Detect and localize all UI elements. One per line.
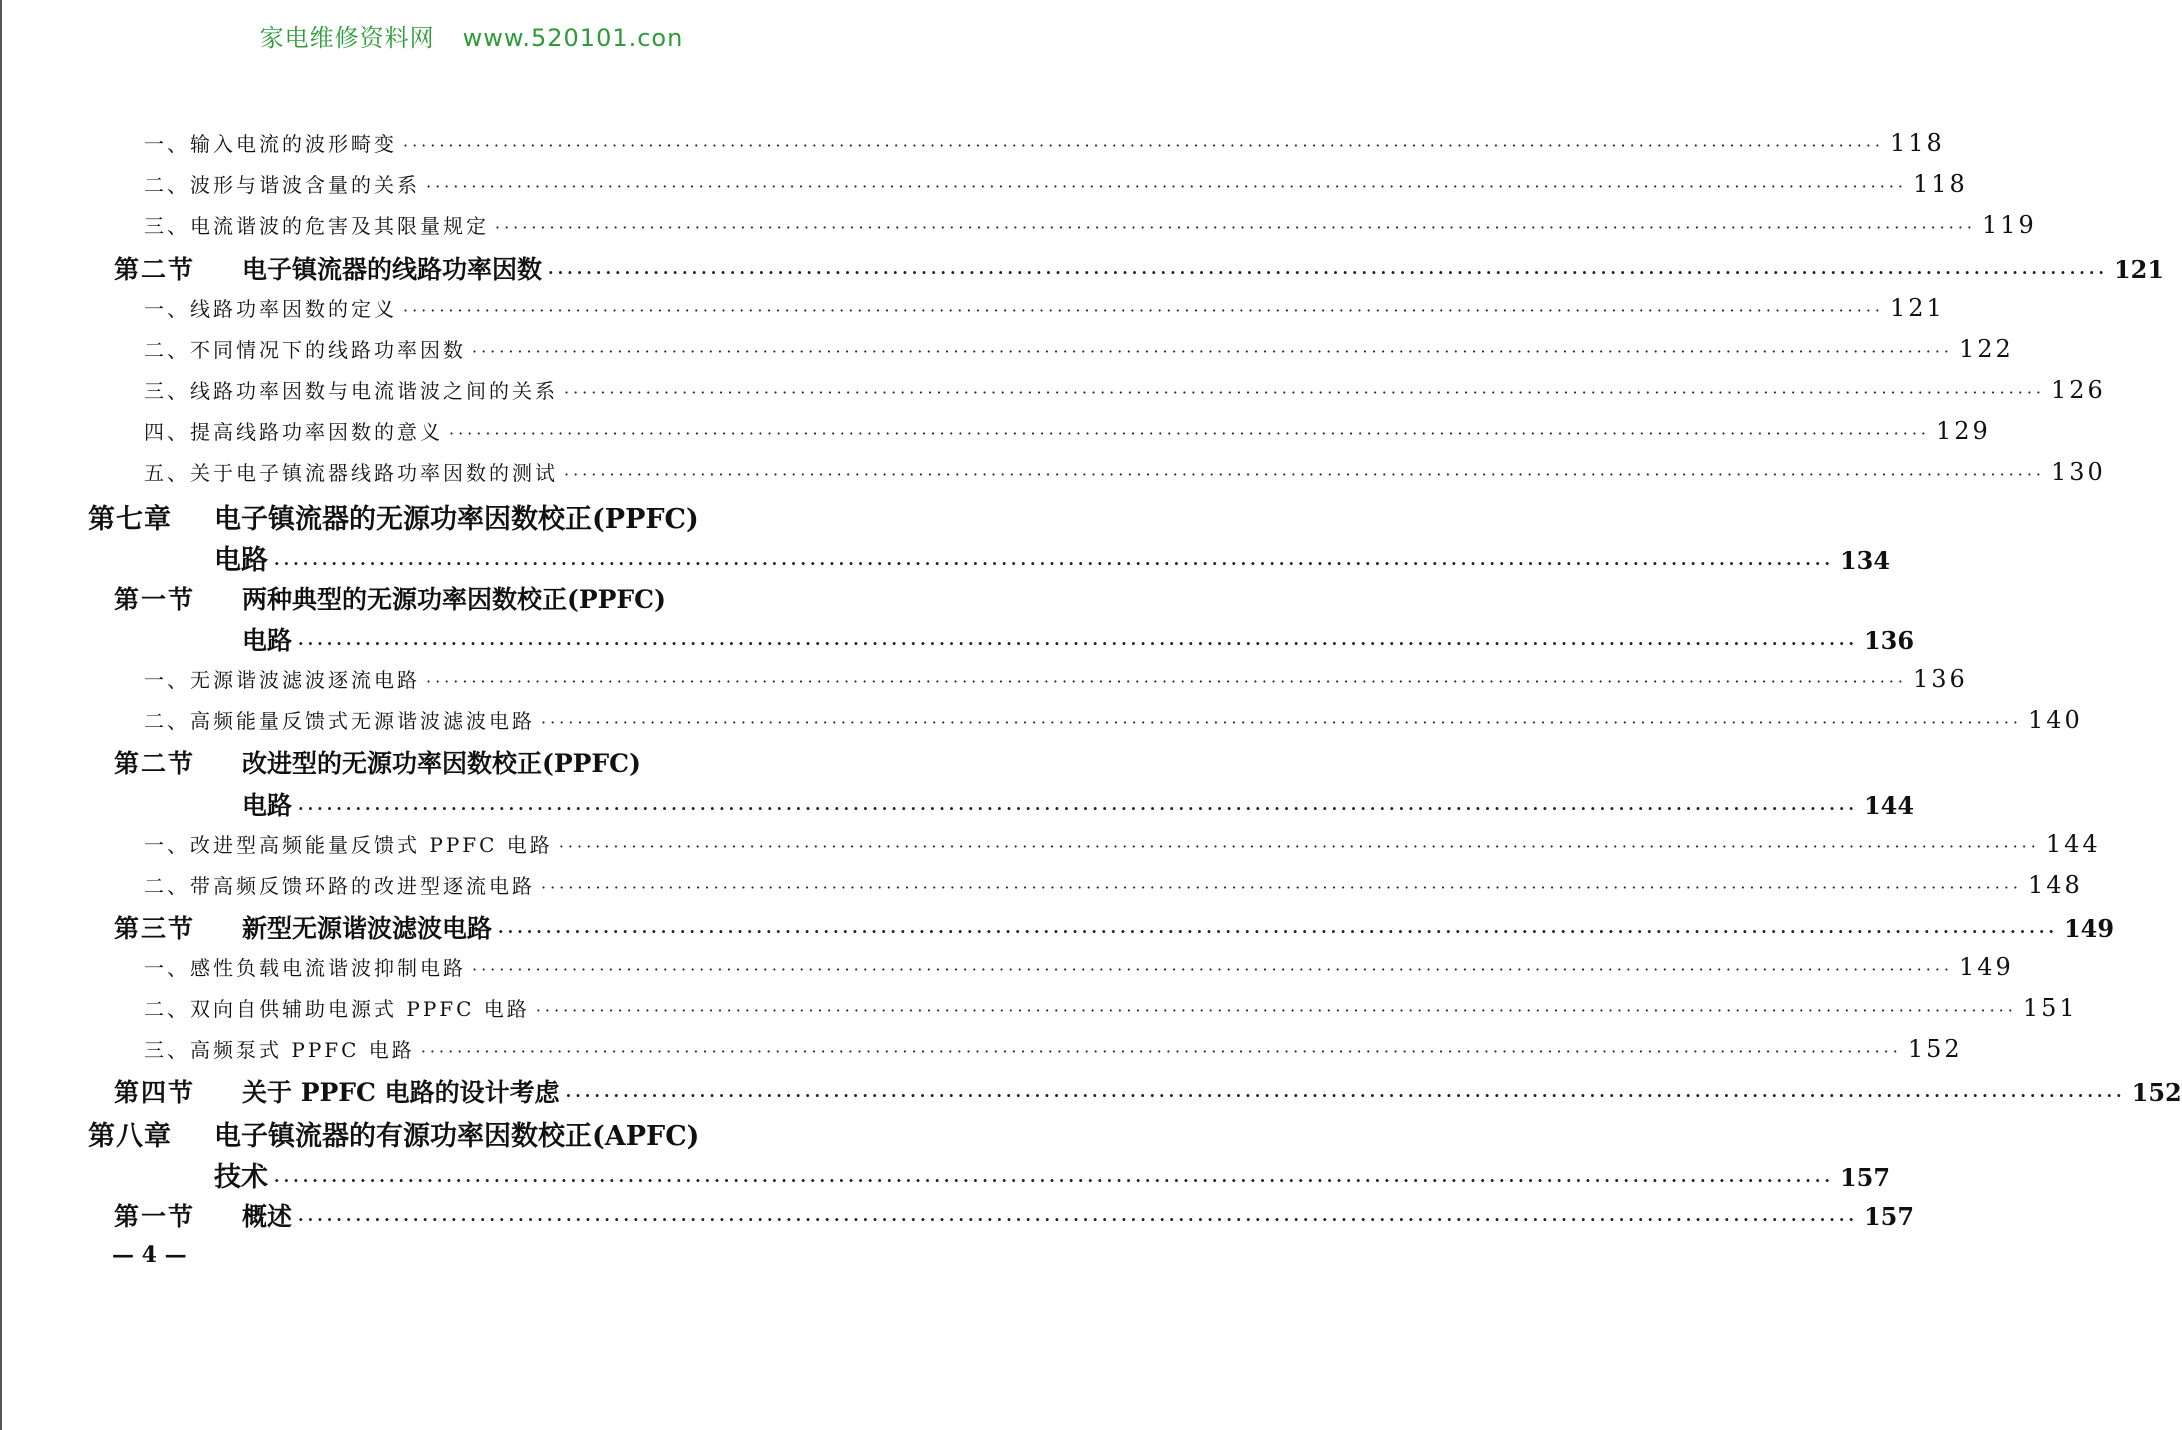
toc-item-page: 140: [2028, 706, 2083, 734]
leader-dots: [541, 713, 2022, 732]
section-number: 第二节: [114, 749, 196, 778]
watermark-site-name: 家电维修资料网: [259, 24, 435, 52]
toc-item: [144, 1034, 1963, 1068]
toc-item: [144, 375, 2106, 409]
section-title: 新型无源谐波滤波电路: [242, 914, 493, 943]
toc-chapter: [88, 1114, 828, 1154]
toc-section: [114, 1197, 1915, 1235]
chapter-title: 电子镇流器的无源功率因数校正(PPFC): [214, 504, 699, 535]
leader-dots: [403, 301, 1884, 320]
section-title-continued: 电路: [242, 626, 293, 655]
toc-section: [114, 1073, 2182, 1111]
toc-section-page: 152: [2131, 1078, 2182, 1107]
toc-item-page: 121: [1890, 294, 1945, 322]
toc-section-page: 149: [2063, 914, 2115, 943]
section-number: 第一节: [114, 585, 196, 614]
toc-item-page: 152: [1907, 1035, 1963, 1063]
toc-item-label: 一、感性负载电流谐波抑制电路: [144, 956, 466, 980]
leader-dots: [566, 1086, 2126, 1105]
toc-item-label: 三、线路功率因数与电流谐波之间的关系: [144, 379, 558, 403]
chapter-number: 第八章: [88, 1121, 172, 1152]
section-title: 关于 PPFC 电路的设计考虑: [242, 1078, 560, 1107]
toc-section: [114, 909, 2115, 947]
section-title: 两种典型的无源功率因数校正(PPFC): [242, 585, 666, 614]
toc-chapter-page: 157: [1839, 1163, 1891, 1192]
chapter-number: 第七章: [88, 504, 172, 535]
toc-item-page: 118: [1913, 170, 1968, 198]
chapter-title-continued: 技术: [214, 1162, 268, 1193]
leader-dots: [298, 634, 1858, 653]
leader-dots: [421, 1042, 1902, 1061]
toc-item-label: 二、带高频反馈环路的改进型逐流电路: [144, 874, 535, 898]
toc-item-page: 151: [2022, 994, 2078, 1022]
leader-dots: [564, 383, 2045, 402]
toc-item: [144, 457, 2106, 491]
toc-chapter: [88, 497, 828, 537]
toc-chapter-continuation: [214, 1155, 1891, 1195]
leader-dots: [495, 218, 1976, 237]
section-number: 第一节: [114, 1202, 196, 1231]
toc-item: [144, 952, 2014, 986]
section-number: 第四节: [114, 1078, 196, 1107]
toc-chapter-page: 134: [1839, 546, 1891, 575]
toc-item-label: 二、不同情况下的线路功率因数: [144, 338, 466, 362]
toc-item-page: 136: [1913, 665, 1968, 693]
toc-item: [144, 664, 1968, 698]
toc-item: [144, 416, 1991, 450]
toc-item-page: 126: [2051, 376, 2106, 404]
toc-item: [144, 993, 2078, 1027]
toc-item: [144, 169, 1968, 203]
toc-item: [144, 128, 1945, 162]
toc-item-page: 129: [1936, 417, 1991, 445]
leader-dots: [298, 1210, 1858, 1229]
toc-section: [114, 744, 814, 782]
toc-item-page: 118: [1890, 129, 1945, 157]
toc-item: [144, 210, 2037, 244]
page-number: — 4 —: [112, 1242, 187, 1268]
toc-item-page: 130: [2051, 458, 2106, 486]
toc-item-label: 一、线路功率因数的定义: [144, 297, 397, 321]
toc-item-page: 122: [1959, 335, 2014, 363]
leader-dots: [274, 1171, 1834, 1190]
toc-chapter-continuation: [214, 538, 1891, 578]
toc-item: [144, 829, 2101, 863]
toc-item-label: 五、关于电子镇流器线路功率因数的测试: [144, 461, 558, 485]
section-title-continued: 电路: [242, 791, 293, 820]
toc-item-label: 二、波形与谐波含量的关系: [144, 173, 420, 197]
chapter-title: 电子镇流器的有源功率因数校正(APFC): [214, 1121, 700, 1152]
toc-item-label: 二、高频能量反馈式无源谐波滤波电路: [144, 709, 535, 733]
toc-item-page: 119: [1982, 211, 2037, 239]
toc-item-label: 三、电流谐波的危害及其限量规定: [144, 214, 489, 238]
section-title: 电子镇流器的线路功率因数: [242, 255, 543, 284]
toc-section-page: 121: [2113, 255, 2165, 284]
leader-dots: [472, 342, 1953, 361]
toc-section: [114, 250, 2165, 288]
leader-dots: [559, 837, 2040, 856]
toc-section-continuation: [242, 786, 1915, 824]
section-title: 改进型的无源功率因数校正(PPFC): [242, 749, 641, 778]
toc-item-label: 三、高频泵式 PPFC 电路: [144, 1038, 415, 1062]
toc-item-label: 一、无源谐波滤波逐流电路: [144, 668, 420, 692]
leader-dots: [541, 878, 2022, 897]
toc-item-label: 四、提高线路功率因数的意义: [144, 420, 443, 444]
toc-item-page: 144: [2045, 830, 2101, 858]
toc-item-label: 一、改进型高频能量反馈式 PPFC 电路: [144, 833, 553, 857]
toc-item-page: 148: [2028, 871, 2083, 899]
toc-section-page: 136: [1863, 626, 1915, 655]
toc-section: [114, 580, 814, 618]
leader-dots: [548, 263, 2108, 282]
toc-item: [144, 705, 2083, 739]
leader-dots: [298, 799, 1858, 818]
leader-dots: [536, 1001, 2017, 1020]
watermark-url: www.520101.con: [462, 24, 684, 52]
toc-item: [144, 870, 2083, 904]
leader-dots: [564, 465, 2045, 484]
leader-dots: [274, 554, 1834, 573]
toc-item: [144, 334, 2014, 368]
leader-dots: [426, 672, 1907, 691]
leader-dots: [472, 960, 1953, 979]
section-title: 概述: [242, 1202, 293, 1231]
toc-item-page: 149: [1959, 953, 2014, 981]
leader-dots: [449, 424, 1930, 443]
leader-dots: [498, 922, 2058, 941]
toc-item-label: 一、输入电流的波形畸变: [144, 132, 397, 156]
section-number: 第三节: [114, 914, 196, 943]
leader-dots: [426, 177, 1907, 196]
toc-section-page: 144: [1863, 791, 1915, 820]
toc-item-label: 二、双向自供辅助电源式 PPFC 电路: [144, 997, 530, 1021]
section-number: 第二节: [114, 255, 196, 284]
toc-section-continuation: [242, 621, 1915, 659]
toc-section-page: 157: [1863, 1202, 1915, 1231]
chapter-title-continued: 电路: [214, 545, 268, 576]
leader-dots: [403, 136, 1884, 155]
toc-item: [144, 293, 1945, 327]
